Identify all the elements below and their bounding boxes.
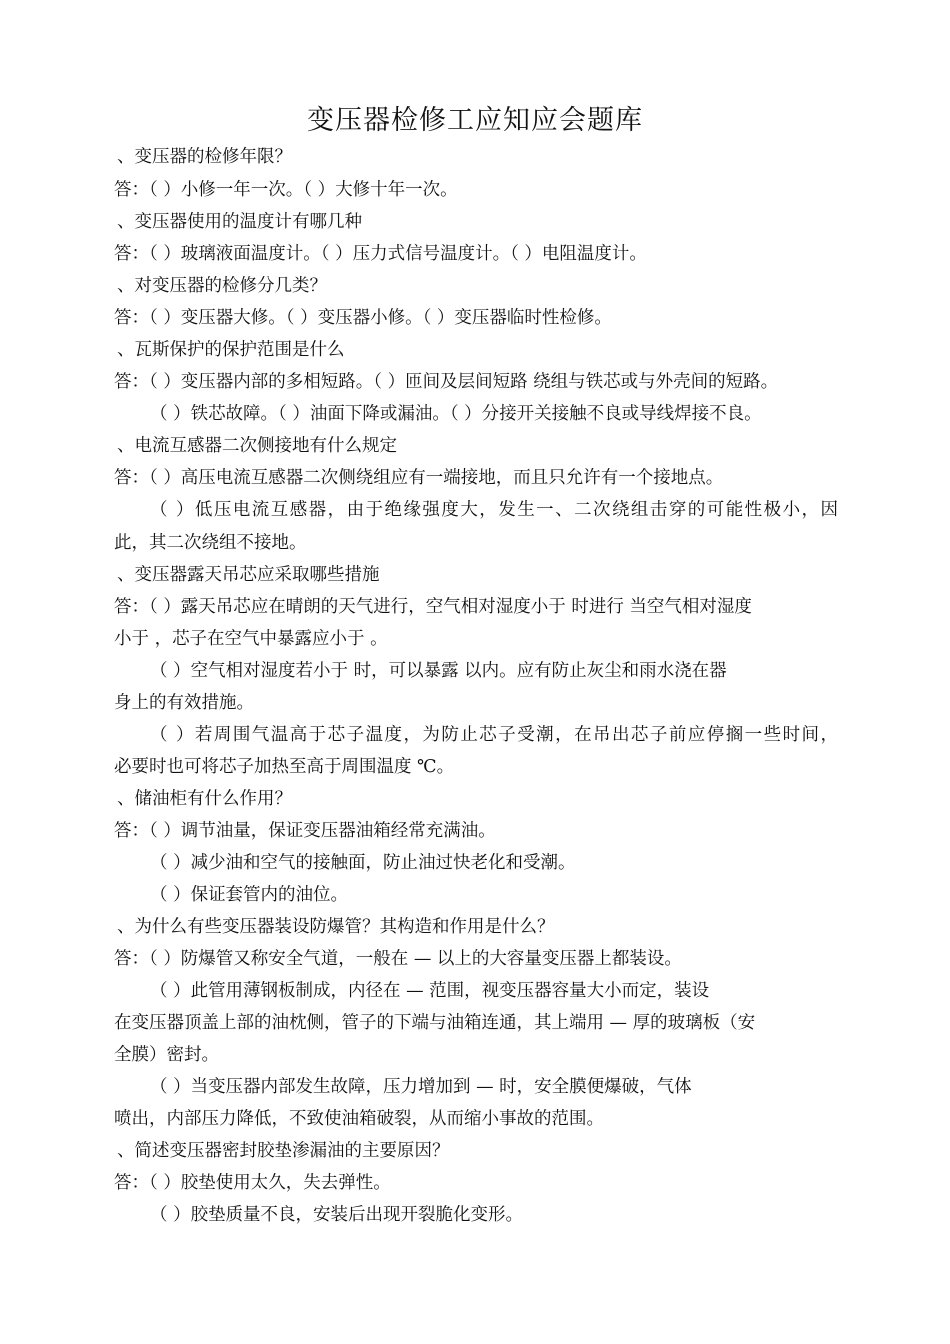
answer-6-line-2: 小于 ，芯子在空气中暴露应小于 。 bbox=[114, 629, 388, 649]
answer-7-line-2: （ ）减少油和空气的接触面，防止油过快老化和受潮。 bbox=[150, 853, 576, 873]
question-1: 、变压器的检修年限？ bbox=[117, 147, 292, 167]
answer-8-line-1: 答：（ ）防爆管又称安全气道，一般在 — 以上的大容量变压器上都装设。 bbox=[114, 949, 682, 969]
answer-8-line-6: 喷出，内部压力降低，不致使油箱破裂，从而缩小事故的范围。 bbox=[114, 1109, 604, 1129]
answer-6-line-4: 身上的有效措施。 bbox=[114, 693, 254, 713]
answer-6-line-5: （ ）若周围气温高于芯子温度，为防止芯子受潮，在吊出芯子前应停搁一些时间， bbox=[150, 725, 838, 745]
answer-4-line-2: （ ）铁芯故障。（ ）油面下降或漏油。（ ）分接开关接触不良或导线焊接不良。 bbox=[150, 404, 762, 424]
answer-6-line-3: （ ）空气相对湿度若小于 时，可以暴露 以内。应有防止灰尘和雨水浇在器 bbox=[150, 661, 727, 681]
answer-4-line-1: 答：（ ）变压器内部的多相短路。（ ）匝间及层间短路 绕组与铁芯或与外壳间的短路。 bbox=[114, 372, 779, 392]
question-5: 、电流互感器二次侧接地有什么规定 bbox=[117, 436, 397, 456]
answer-8-line-3: 在变压器顶盖上部的油枕侧，管子的下端与油箱连通，其上端用 — 厚的玻璃板（安 bbox=[114, 1013, 756, 1033]
answer-2: 答：（ ）玻璃液面温度计。（ ）压力式信号温度计。（ ）电阻温度计。 bbox=[114, 244, 647, 264]
answer-9-line-1: 答：（ ）胶垫使用太久，失去弹性。 bbox=[114, 1173, 391, 1193]
answer-8-line-5: （ ）当变压器内部发生故障，压力增加到 — 时，安全膜便爆破，气体 bbox=[150, 1077, 692, 1097]
question-6: 、变压器露天吊芯应采取哪些措施 bbox=[117, 565, 380, 585]
answer-8-line-2: （ ）此管用薄钢板制成，内径在 — 范围，视变压器容量大小而定，装设 bbox=[150, 981, 710, 1001]
question-2: 、变压器使用的温度计有哪几种 bbox=[117, 212, 362, 232]
answer-1: 答：（ ）小修一年一次。（ ）大修十年一次。 bbox=[114, 180, 458, 200]
answer-7-line-3: （ ）保证套管内的油位。 bbox=[150, 885, 349, 905]
question-9: 、简述变压器密封胶垫渗漏油的主要原因？ bbox=[117, 1141, 450, 1161]
answer-3: 答：（ ）变压器大修。（ ）变压器小修。（ ）变压器临时性检修。 bbox=[114, 308, 612, 328]
question-3: 、对变压器的检修分几类？ bbox=[117, 276, 327, 296]
question-7: 、储油柜有什么作用？ bbox=[117, 789, 292, 809]
question-4: 、瓦斯保护的保护范围是什么 bbox=[117, 340, 345, 360]
answer-8-line-4: 全膜）密封。 bbox=[114, 1045, 219, 1065]
answer-5-line-2: （ ）低压电流互感器，由于绝缘强度大，发生一、二次绕组击穿的可能性极小，因 bbox=[150, 500, 838, 520]
answer-5-line-3: 此，其二次绕组不接地。 bbox=[114, 533, 307, 553]
answer-9-line-2: （ ）胶垫质量不良，安装后出现开裂脆化变形。 bbox=[150, 1205, 524, 1225]
answer-6-line-1: 答：（ ）露天吊芯应在晴朗的天气进行，空气相对湿度小于 时进行 当空气相对湿度 bbox=[114, 597, 752, 617]
question-8: 、为什么有些变压器装设防爆管？其构造和作用是什么？ bbox=[117, 917, 555, 937]
answer-5-line-1: 答：（ ）高压电流互感器二次侧绕组应有一端接地，而且只允许有一个接地点。 bbox=[114, 468, 724, 488]
answer-7-line-1: 答：（ ）调节油量，保证变压器油箱经常充满油。 bbox=[114, 821, 496, 841]
answer-6-line-6: 必要时也可将芯子加热至高于周围温度 ℃。 bbox=[114, 757, 455, 777]
document-title: 变压器检修工应知应会题库 bbox=[307, 105, 643, 136]
